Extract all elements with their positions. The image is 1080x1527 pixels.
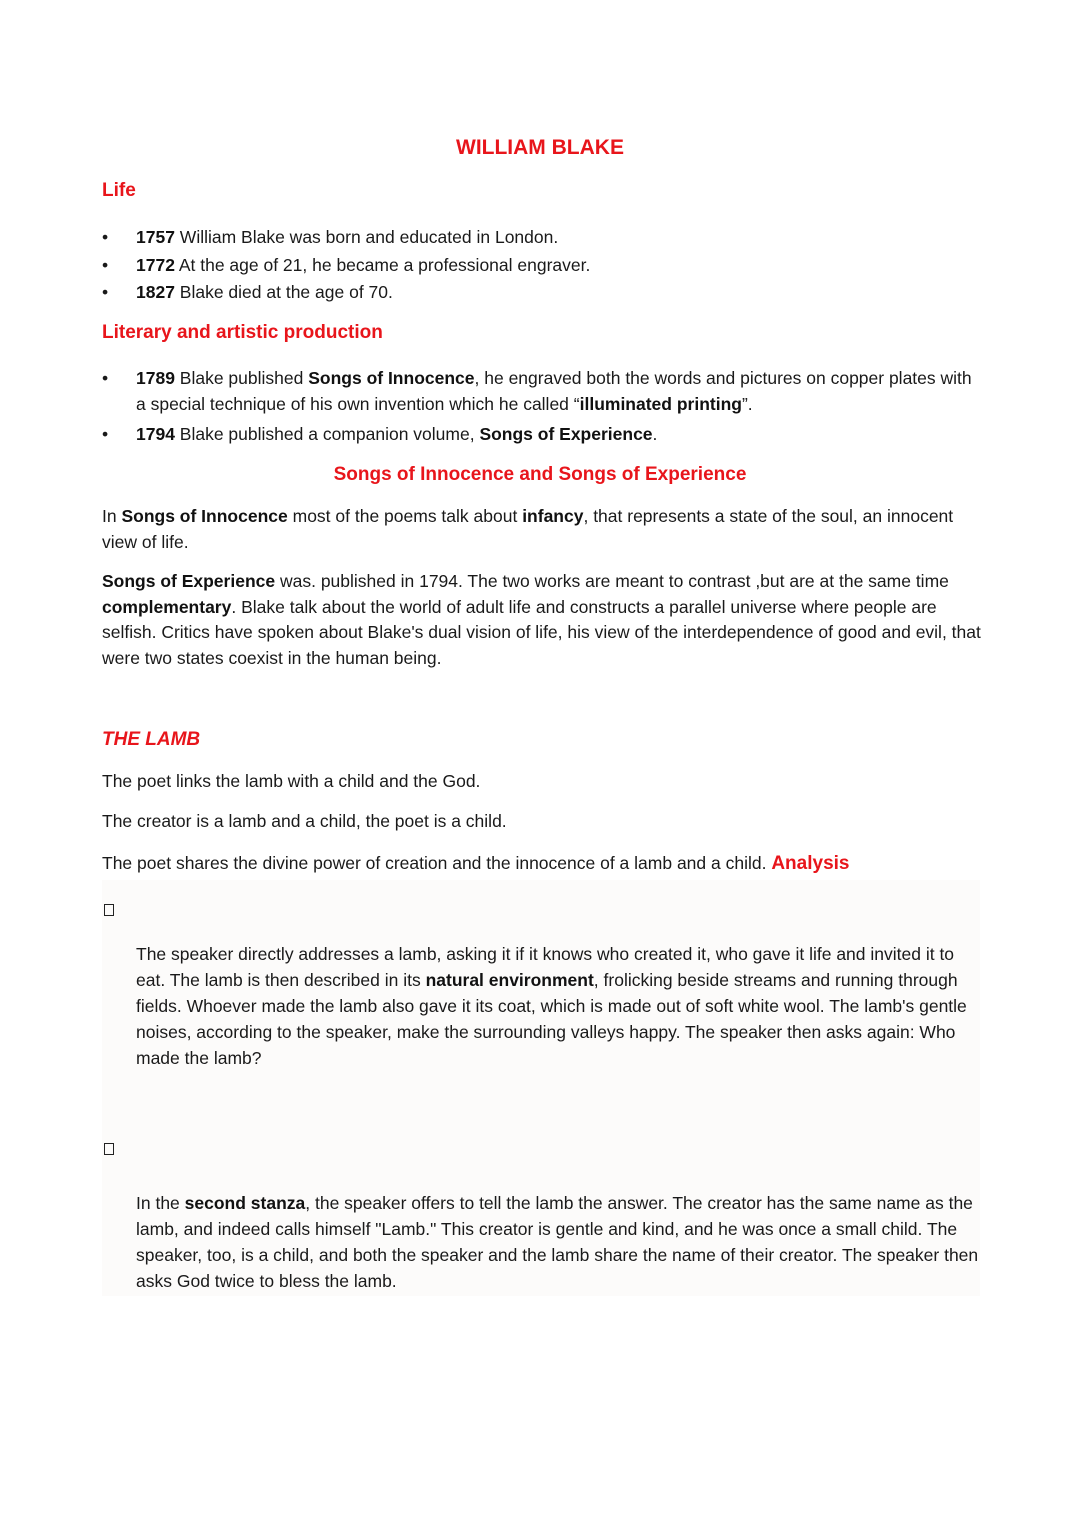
literary-list xyxy=(102,366,982,448)
list-item: • 1789 Blake published Songs of Innocence, he engraved both the words and pictures on copper plates with a special technique of his own invention which he called “illuminated printing”. xyxy=(102,368,972,414)
songs-paragraph-1: In Songs of Innocence most of the poems talk about infancy, that represents a state of the soul, an innocent view of life. xyxy=(102,506,954,552)
list-text: At the age of 21, he became a professional engraver. xyxy=(174,254,591,275)
bullet-icon: • xyxy=(102,282,109,302)
checkbox-icon xyxy=(104,1143,114,1155)
year: 1789 xyxy=(136,368,175,388)
life-heading: Life xyxy=(102,180,136,201)
list-text: Blake died at the age of 70. xyxy=(174,282,393,302)
page-title: WILLIAM BLAKE xyxy=(456,136,624,159)
list-item xyxy=(102,253,982,279)
checkbox-icon xyxy=(104,904,114,916)
year: 1827 xyxy=(136,282,175,302)
list-item xyxy=(102,280,982,306)
work-title: Songs of Innocence xyxy=(308,368,475,388)
bullet-icon: • xyxy=(102,368,109,388)
literary-heading: Literary and artistic production xyxy=(102,322,383,343)
year: 1794 xyxy=(136,424,175,444)
lamb-line-1: The poet links the lamb with a child and the God. xyxy=(102,771,481,791)
life-list xyxy=(102,225,982,306)
bullet-icon: • xyxy=(102,424,109,444)
analysis-stanza-1: The speaker directly addresses a lamb, asking it if it knows who created it, who gave it life and invited it to eat. The lamb is then described in its natural environment, frolicking beside streams and running through fields. Whoever made the lamb also gave it its coat, which is made out of soft white wool. The lamb's gentle noises, according to the speaker, make the surrounding valleys happy. The speaker then asks again: Who made the lamb? xyxy=(136,944,967,1068)
year: 1772 xyxy=(136,254,175,275)
analysis-label: Analysis xyxy=(771,853,850,874)
bullet-icon: • xyxy=(102,254,109,275)
songs-paragraph-2: Songs of Experience was. published in 1794. The two works are meant to contrast ,but are at the same time complementary. Blake talk about the world of adult life and constructs a parallel universe where people are selfish. Critics have spoken about Blake's dual vision of life, his view of the interdependence of good and evil, that were two states coexist in the human being. xyxy=(102,571,981,668)
work-title: Songs of Experience xyxy=(479,424,653,444)
the-lamb-heading: THE LAMB xyxy=(102,729,201,750)
analysis-stanza-2: In the second stanza, the speaker offers to tell the lamb the answer. The creator has the same name as the lamb, and indeed calls himself "Lamb." This creator is gentle and kind, and he was once a small child. The speaker, too, is a child, and both the speaker and the lamb share the name of their creator. The speaker then asks God twice to bless the lamb. xyxy=(136,1193,979,1291)
technique-term: illuminated printing xyxy=(579,393,742,414)
list-item xyxy=(102,225,982,251)
lamb-line-3: The poet shares the divine power of creation and the innocence of a lamb and a child. Analysis xyxy=(102,853,850,874)
list-text: William Blake was born and educated in London. xyxy=(174,227,559,247)
songs-heading: Songs of Innocence and Songs of Experience xyxy=(333,464,747,485)
bullet-icon: • xyxy=(102,227,109,247)
list-item: • 1794 Blake published a companion volume, Songs of Experience. xyxy=(102,422,982,448)
lamb-line-2: The creator is a lamb and a child, the poet is a child. xyxy=(102,811,507,831)
year: 1757 xyxy=(136,227,175,247)
